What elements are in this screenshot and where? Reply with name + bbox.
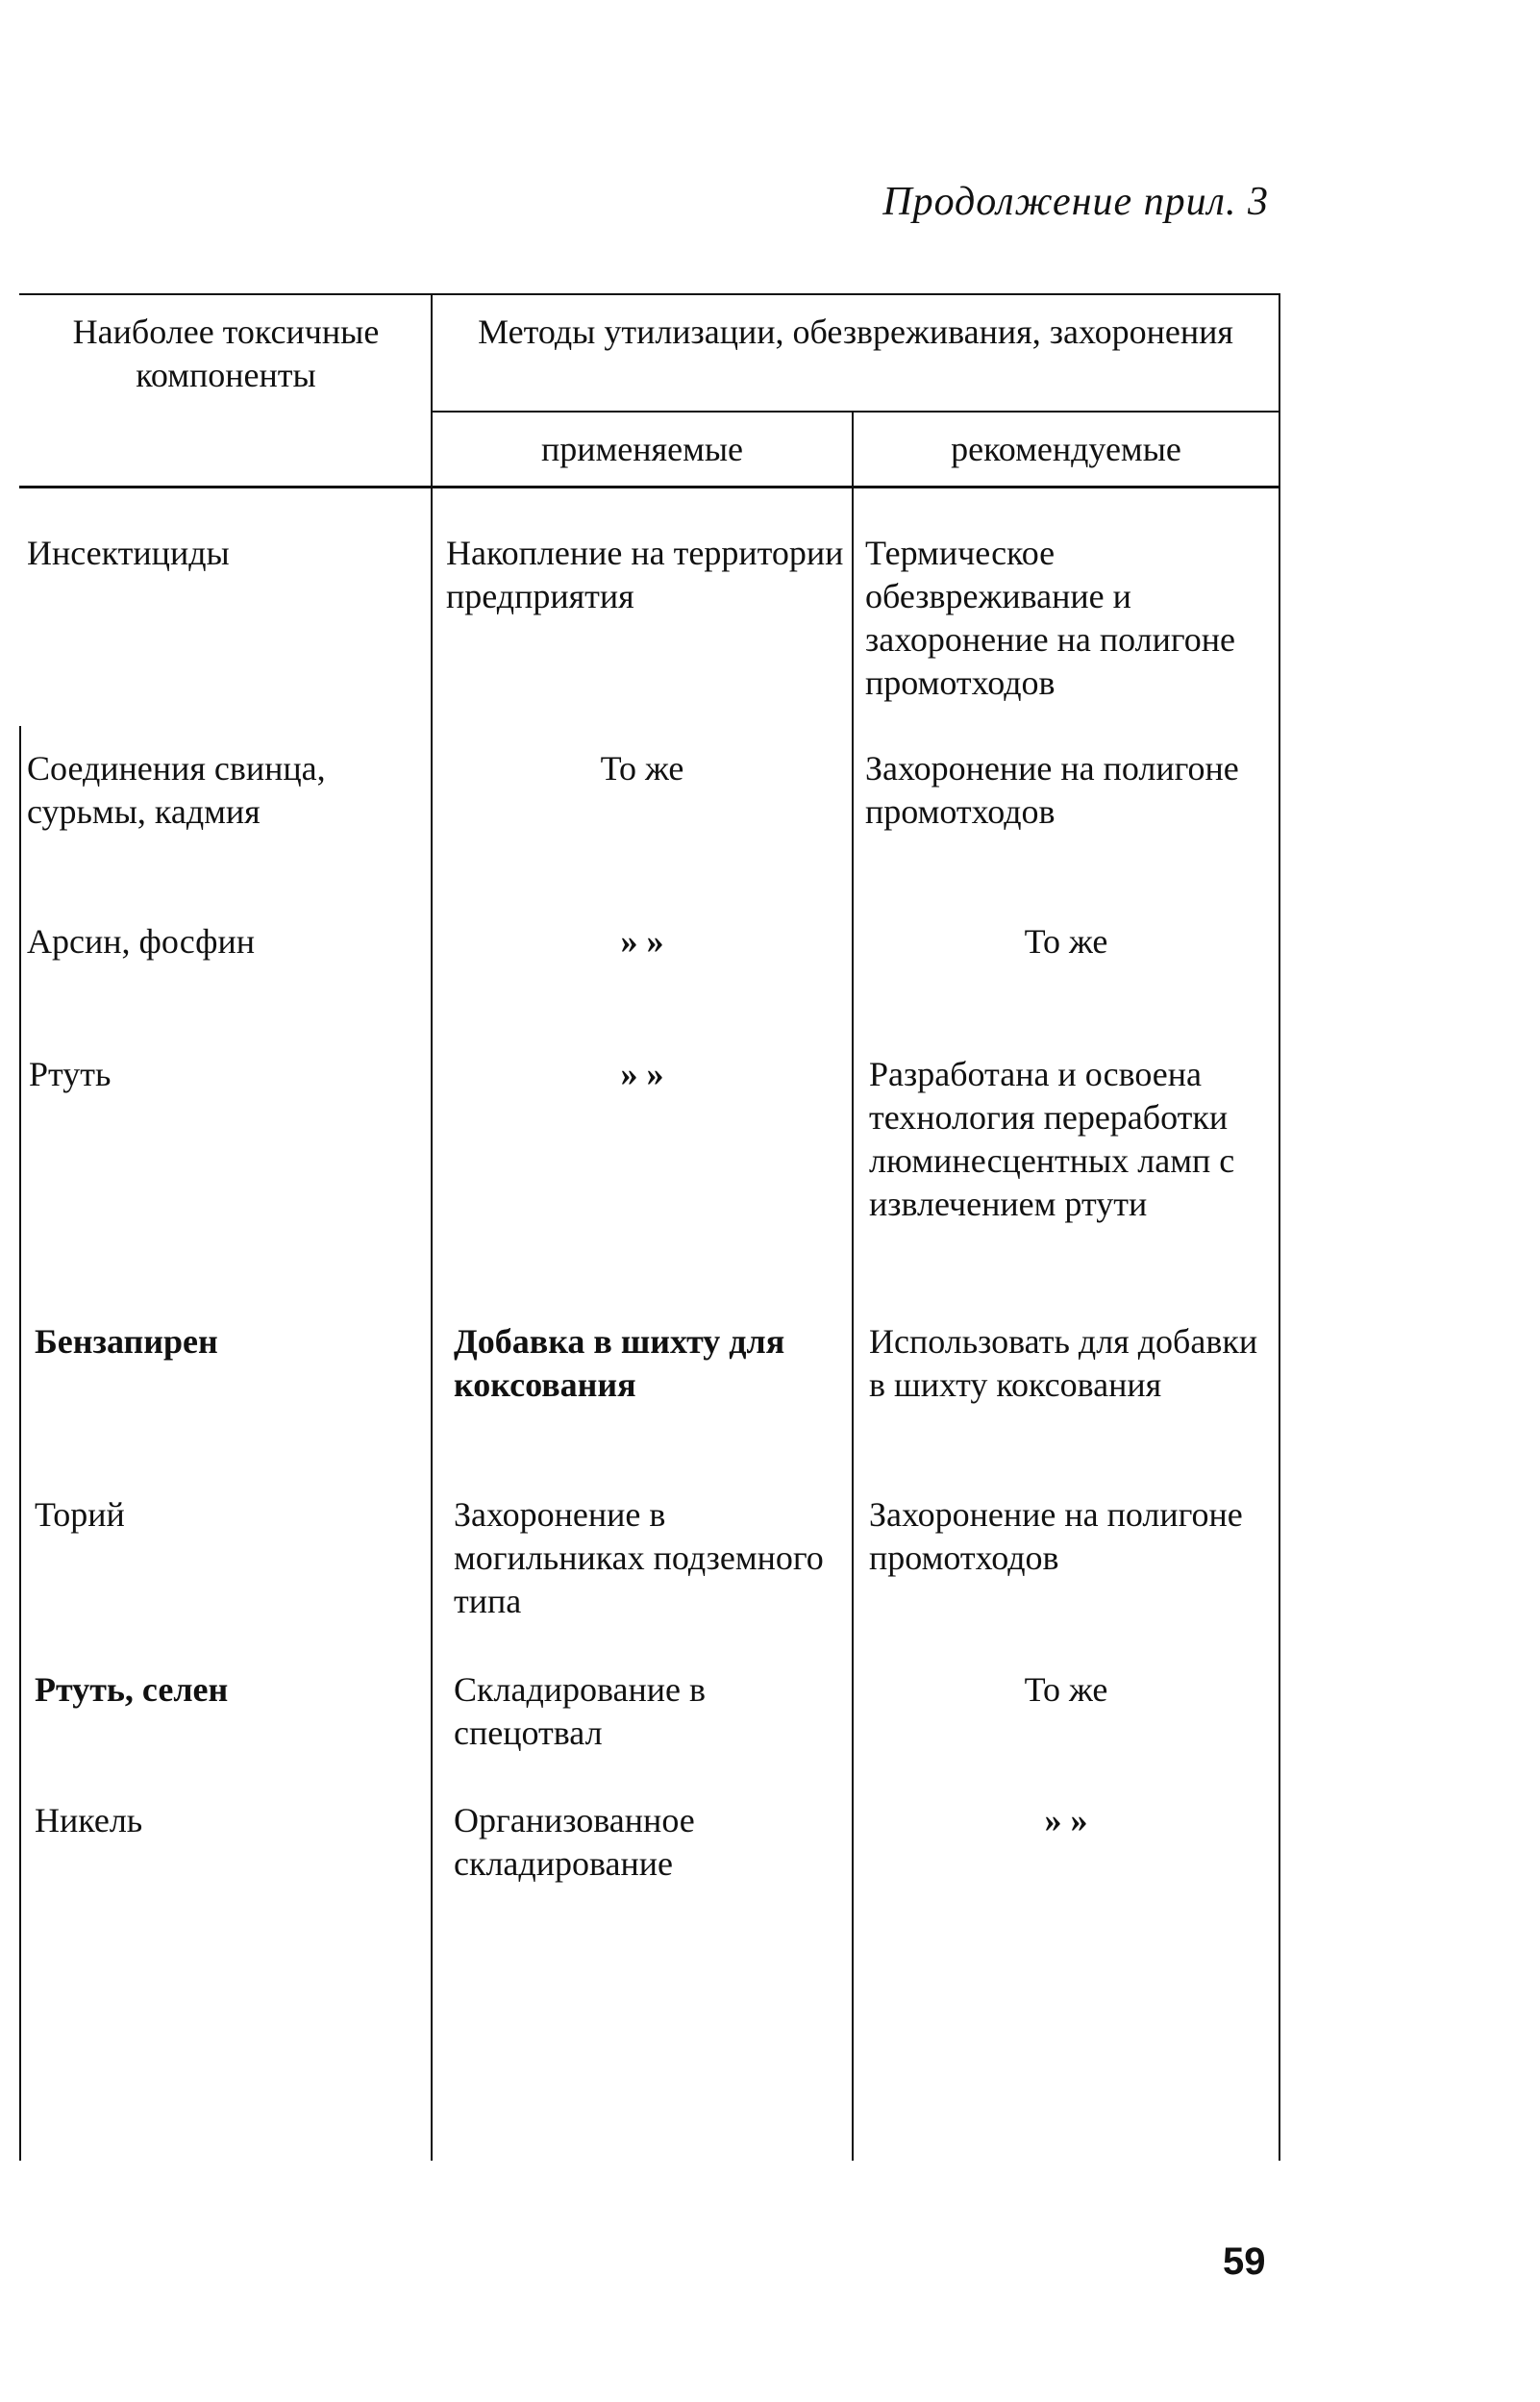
row-5-component: Бензапирен <box>35 1322 218 1361</box>
row-6-recommended: Захоронение на полигоне промотходов <box>869 1495 1243 1577</box>
disposal-methods-table <box>19 293 1280 2161</box>
header-methods: Методы утилизации, обезвреживания, захоронения <box>478 313 1233 351</box>
row-3-component: Арсин, фосфин <box>27 922 256 961</box>
row-8-recommended: » » <box>1044 1801 1088 1839</box>
row-4-component: Ртуть <box>29 1055 112 1093</box>
row-7-applied: Складирование в спецотвал <box>454 1670 707 1752</box>
row-3-applied: » » <box>620 922 664 961</box>
row-7-component: Ртуть, селен <box>35 1670 229 1709</box>
row-5-recommended: Использовать для добавки в шихту коксования <box>869 1322 1258 1404</box>
row-2-recommended: Захоронение на полигоне промотходов <box>865 749 1239 831</box>
row-1-recommended: Термическое обезвреживание и захоронение на полигоне промотходов <box>865 534 1235 702</box>
row-1-applied: Накопление на территории предприятия <box>446 534 844 615</box>
header-components: Наиболее токсичные компоненты <box>72 313 380 394</box>
row-3-recommended: То же <box>1024 922 1108 961</box>
header-sub-rule <box>431 411 1280 413</box>
row-8-component: Никель <box>35 1801 143 1839</box>
row-2-component: Соединения свинца, сурьмы, кадмия <box>27 749 326 831</box>
row-4-applied: » » <box>620 1055 664 1093</box>
row-6-applied: Захоронение в могильниках подземного типа <box>454 1495 824 1620</box>
row-5-applied: Добавка в шихту для коксования <box>454 1322 785 1404</box>
row-1-component: Инсектициды <box>27 534 230 572</box>
column-rule-2 <box>852 411 854 2161</box>
column-rule-1 <box>431 293 433 2161</box>
header-applied: применяемые <box>540 430 744 468</box>
continuation-heading: Продолжение прил. 3 <box>882 180 1269 224</box>
table-left-rule <box>19 726 21 2161</box>
row-4-recommended: Разработана и освоена технология переработки люминесцентных ламп с извлечением ртути <box>869 1055 1235 1223</box>
header-bottom-rule <box>19 486 1280 488</box>
row-2-applied: То же <box>600 749 684 788</box>
row-6-component: Торий <box>35 1495 125 1534</box>
table-right-rule <box>1279 293 1280 2161</box>
header-recommended: рекомендуемые <box>951 430 1181 468</box>
table-top-rule <box>19 293 1280 295</box>
row-8-applied: Организованное складирование <box>454 1801 695 1883</box>
page-number: 59 <box>1223 2240 1266 2283</box>
row-7-recommended: То же <box>1024 1670 1108 1709</box>
